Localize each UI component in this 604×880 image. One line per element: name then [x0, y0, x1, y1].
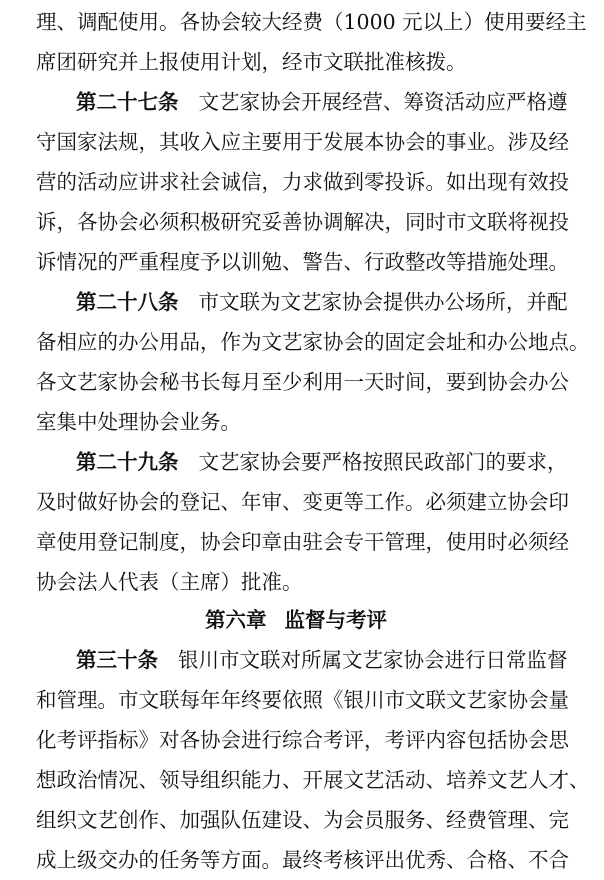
article-29-label: 第二十九条 [76, 450, 179, 474]
chapter-number: 第六章 [205, 608, 267, 632]
article-27-first-line [76, 82, 568, 122]
text-line: 成上级交办的任务等方面。最终考核评出优秀、合格、不合 [36, 848, 569, 872]
article-30-first-line [76, 640, 568, 680]
article-27-text: 文艺家协会开展经营、筹资活动应严格遵 [198, 90, 568, 114]
article-27-label: 第二十七条 [76, 90, 179, 114]
text-line: 室集中处理协会业务。 [36, 410, 241, 434]
article-28-first-line [76, 282, 568, 322]
text-line: 理、调配使用。各协会较大经费（1000 元以上）使用要经主 [36, 10, 587, 34]
text-line: 诉情况的严重程度予以训勉、警告、行政整改等措施处理。 [36, 250, 569, 274]
chapter-heading [205, 600, 387, 640]
text-line: 席团研究并上报使用计划，经市文联批准核拨。 [36, 50, 467, 74]
text-line: 协会法人代表（主席）批准。 [36, 570, 303, 594]
text-line: 诉，各协会必须积极研究妥善协调解决，同时市文联将视投 [36, 210, 569, 234]
article-28-text: 市文联为文艺家协会提供办公场所，并配 [198, 290, 568, 314]
text-line: 想政治情况、领导组织能力、开展文艺活动、培养文艺人才、 [36, 768, 590, 792]
article-29-text: 文艺家协会要严格按照民政部门的要求， [198, 450, 568, 474]
chapter-title: 监督与考评 [284, 608, 387, 632]
text-line: 组织文艺创作、加强队伍建设、为会员服务、经费管理、完 [36, 808, 569, 832]
text-line: 营的活动应讲求社会诚信，力求做到零投诉。如出现有效投 [36, 170, 569, 194]
text-line: 各文艺家协会秘书长每月至少利用一天时间，要到协会办公 [36, 370, 569, 394]
text-line: 章使用登记制度，协会印章由驻会专干管理，使用时必须经 [36, 530, 569, 554]
article-29-first-line [76, 442, 568, 482]
article-30-text: 银川市文联对所属文艺家协会进行日常监督 [178, 648, 568, 672]
text-line: 和管理。市文联每年年终要依照《银川市文联文艺家协会量 [36, 688, 569, 712]
text-line: 备相应的办公用品，作为文艺家协会的固定会址和办公地点。 [36, 330, 590, 354]
text-line: 及时做好协会的登记、年审、变更等工作。必须建立协会印 [36, 490, 569, 514]
text-line: 化考评指标》对各协会进行综合考评，考评内容包括协会思 [36, 728, 569, 752]
text-line: 守国家法规，其收入应主要用于发展本协会的事业。涉及经 [36, 130, 569, 154]
article-28-label: 第二十八条 [76, 290, 179, 314]
article-30-label: 第三十条 [76, 648, 158, 672]
